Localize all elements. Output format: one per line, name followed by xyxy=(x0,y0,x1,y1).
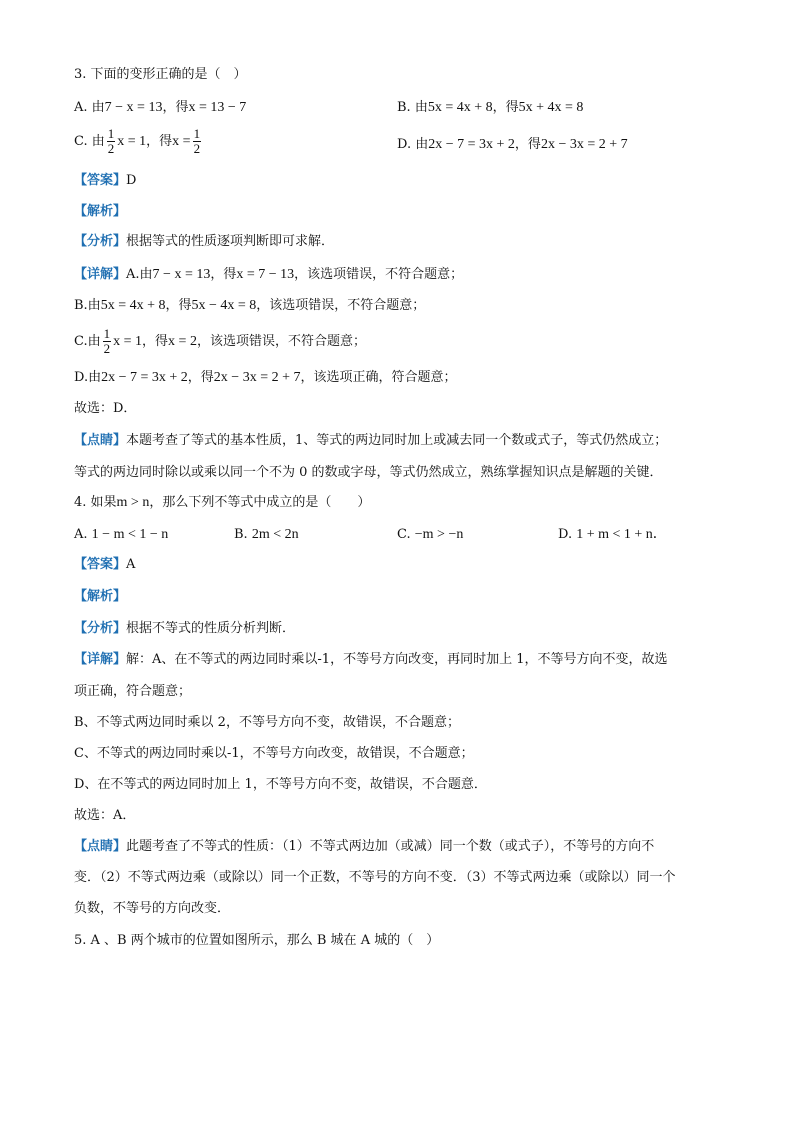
q4-choose: 故选：A． xyxy=(74,808,136,823)
fraction: $\frac{1}{2}$ xyxy=(103,326,111,356)
q3-detail-c: C.由 $\frac{1}{2}$ x = 1，得x = 2，该选项错误，不符合题意； xyxy=(74,326,366,356)
q4-detail-3: C、不等式的两边同时乘以-1，不等号方向改变，故错误，不合题意； xyxy=(74,746,474,761)
q4-analysis-heading: 【解析】 xyxy=(74,589,127,604)
q4-detail-4: D、在不等式的两边同时加上 1，不等号方向不变，故错误，不合题意． xyxy=(74,777,487,792)
q4-option-d: D. 1 + m < 1 + n． xyxy=(558,527,667,542)
q4-answer: 【答案】A xyxy=(74,557,136,572)
q4-option-c: C. −m > −n xyxy=(397,527,464,542)
q3-option-b: B. 由5x = 4x + 8，得5x + 4x = 8 xyxy=(397,100,584,115)
q4-option-b: B. 2m < 2n xyxy=(234,527,299,542)
q3-analysis-heading: 【解析】 xyxy=(74,204,127,219)
q3-dianjing-1: 【点睛】本题考查了等式的基本性质，1、等式的两边同时加上或减去同一个数或式子，等式仍然成立； xyxy=(74,433,668,448)
q3-detail-b: B.由5x = 4x + 8，得5x − 4x = 8，该选项错误，不符合题意； xyxy=(74,298,426,313)
q4-detail-2: B、不等式两边同时乘以 2，不等号方向不变，故错误，不合题意； xyxy=(74,715,460,730)
q3-detail-d: D.由2x − 7 = 3x + 2，得2x − 3x = 2 + 7，该选项正确，符合题意； xyxy=(74,370,457,385)
q4-fenxi: 【分析】根据不等式的性质分析判断． xyxy=(74,621,296,636)
q3-dianjing-2: 等式的两边同时除以或乘以同一个不为 0 的数或字母，等式仍然成立，熟练掌握知识点是解题的关键． xyxy=(74,465,663,480)
q3-option-d: D. 由2x − 7 = 3x + 2，得2x − 3x = 2 + 7 xyxy=(397,137,628,152)
q4-detail-1b: 项正确，符合题意； xyxy=(74,684,192,699)
q3-detail-a: 【详解】A.由7 − x = 13，得x = 7 − 13，该选项错误，不符合题意； xyxy=(74,267,464,282)
q4-dianjing-1: 【点睛】此题考查了不等式的性质：（1）不等式两边加（或减）同一个数（或式子），不等号的方向不 xyxy=(74,839,655,854)
q3-answer: 【答案】D xyxy=(74,173,137,188)
q4-stem: 4. 如果m > n，那么下列不等式中成立的是（ ） xyxy=(74,495,371,510)
q4-detail-1: 【详解】解：A、在不等式的两边同时乘以-1，不等号方向改变，再同时加上 1，不等号方向不变，故选 xyxy=(74,652,668,667)
q4-option-a: A. 1 − m < 1 − n xyxy=(74,527,169,542)
q4-dianjing-2: 变．（2）不等式两边乘（或除以）同一个正数，不等号的方向不变．（3）不等式两边乘（或除以）同一个 xyxy=(74,870,676,885)
q3-fenxi: 【分析】根据等式的性质逐项判断即可求解． xyxy=(74,234,335,249)
q3-option-a: A. 由7 − x = 13，得x = 13 − 7 xyxy=(74,100,247,115)
fraction: $\frac{1}{2}$ xyxy=(193,126,201,156)
q4-dianjing-3: 负数，不等号的方向改变． xyxy=(74,901,231,916)
q3-choose: 故选：D． xyxy=(74,401,137,416)
q5-stem: 5. A 、B 两个城市的位置如图所示，那么 B 城在 A 城的（ ） xyxy=(74,933,440,948)
q3-stem: 3. 下面的变形正确的是（ ） xyxy=(74,67,247,82)
fraction: $\frac{1}{2}$ xyxy=(107,126,115,156)
q3-option-c: C. 由 $\frac{1}{2}$ x = 1，得x = $\frac{1}{2}$ xyxy=(74,126,201,156)
